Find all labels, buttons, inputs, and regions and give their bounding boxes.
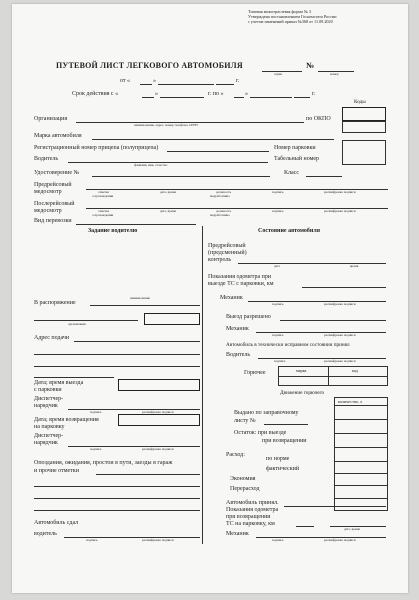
decode-hint: расшифровка подписи <box>324 333 356 337</box>
date-exit-box[interactable] <box>118 379 200 391</box>
okpo-label: по ОКПО <box>306 116 331 122</box>
pickup-address-field-3[interactable] <box>34 366 200 367</box>
delays-label-2: и прочие отметки <box>34 468 79 474</box>
driver-right-label: Водитель <box>226 352 251 358</box>
tabel-number-label: Табельный номер <box>274 156 320 162</box>
mechanic-field[interactable] <box>248 301 386 302</box>
odometer-return-label-2: при возвращении <box>226 514 271 520</box>
license-label: Удостоверение № <box>34 170 80 176</box>
reg-number-label: Регистрационный номер прицепа (полуприцепа) <box>34 145 159 151</box>
decode-hint: расшифровка подписи <box>324 190 356 194</box>
mechanic-bottom-label: Механик <box>226 531 249 537</box>
parking-number-box[interactable] <box>342 140 386 165</box>
issued-label: Выдано по заправочному <box>234 410 299 416</box>
tech-ok-label: Автомобиль в технически исправном состоянии принял <box>226 342 350 348</box>
position-hint-2: медработника <box>210 213 230 217</box>
year-suffix: г. <box>236 78 240 84</box>
validity-until-label: г. по « <box>208 91 224 97</box>
validity-from-day-field[interactable] <box>142 97 154 98</box>
organization-hint: наименование, адрес, номер телефона, ОГРН <box>134 123 198 127</box>
transport-kind-label: Вид перевозки <box>34 218 72 224</box>
reg-number-field[interactable] <box>167 151 269 152</box>
fuel-motion-label: Движение горючего <box>280 390 325 396</box>
odometer-return-label-3: ТС на парковку, км <box>226 521 275 527</box>
form-type-line: Типовая межотраслевая форма № 3 <box>248 9 312 14</box>
disposal-label: В распоряжение <box>34 300 76 306</box>
car-handed-field[interactable] <box>64 537 200 538</box>
datetime-hint: дата, время <box>344 527 360 531</box>
date-hint: дата <box>274 264 280 268</box>
date-return-label-2: на парковку <box>34 424 65 430</box>
delays-field-2[interactable] <box>34 486 200 487</box>
posttrip-medical-label: Послерейсовый <box>34 201 75 207</box>
delays-field-4[interactable] <box>34 510 200 511</box>
qty-row-line <box>334 433 388 434</box>
validity-to-year-field[interactable] <box>294 97 310 98</box>
signature-hint: подпись <box>272 209 284 213</box>
date-year-field[interactable] <box>216 84 234 85</box>
date-exit-topline <box>34 377 114 378</box>
license-field[interactable] <box>92 176 270 177</box>
decode-hint: расшифровка подписи <box>324 538 356 542</box>
decode-hint: расшифровка подписи <box>142 538 174 542</box>
exit-permitted-label: Выезд разрешено <box>226 314 271 320</box>
series-field[interactable] <box>262 71 302 72</box>
delays-field[interactable] <box>96 474 200 475</box>
quote-mark: » <box>153 78 156 84</box>
date-day-field[interactable] <box>140 84 152 85</box>
signature-hint: подпись <box>90 447 102 451</box>
fuel-label: Горючее <box>244 370 266 376</box>
position-hint: должность <box>216 190 232 194</box>
disposal-field-2[interactable] <box>34 320 138 321</box>
pretrip-control-field[interactable] <box>238 263 386 264</box>
column-divider <box>202 226 203 544</box>
waybill-form-sheet <box>12 4 408 593</box>
qty-row-line <box>334 419 388 420</box>
position-hint: должность <box>216 209 232 213</box>
exit-permitted-field[interactable] <box>280 320 386 321</box>
mark-hint: отметка <box>98 209 110 213</box>
date-return-box[interactable] <box>118 414 200 426</box>
mechanic-label-2: Механик <box>226 326 249 332</box>
signature-hint: подпись <box>86 538 98 542</box>
dispatcher-return-label: Диспетчер- <box>34 433 64 439</box>
dispatcher-label: Диспетчер- <box>34 396 64 402</box>
number-sign: № <box>306 61 315 70</box>
car-brand-label: Марка автомобиля <box>34 133 82 139</box>
number-hint: номер <box>330 72 339 76</box>
form-title: ПУТЕВОЙ ЛИСТ ЛЕГКОВОГО АВТОМОБИЛЯ <box>56 61 243 70</box>
fuel-code-header: код <box>352 368 358 373</box>
org-hint: организации <box>68 322 86 326</box>
remain-label-2: при возвращении <box>262 438 307 444</box>
pretrip-medical-label: Предрейсовый <box>34 182 72 188</box>
car-handed-label: Автомобиль сдал <box>34 520 79 526</box>
date-month-field[interactable] <box>158 84 214 85</box>
signature-hint: подпись <box>272 190 284 194</box>
qty-row-line <box>334 447 388 448</box>
decode-hint: расшифровка подписи <box>142 447 174 451</box>
signature-hint: подпись <box>274 359 286 363</box>
name-hint: наименование <box>130 296 150 300</box>
position-hint-2: медработника <box>210 194 230 198</box>
overspend-label: Перерасход <box>230 486 260 492</box>
mark-hint: отметка <box>98 190 110 194</box>
datetime-hint: дата, время <box>160 190 176 194</box>
qty-row-line <box>334 498 388 499</box>
dispatcher-return-label-2: нарядчик <box>34 440 58 446</box>
driver-name-field[interactable] <box>68 162 268 163</box>
signature-hint: подпись <box>272 538 284 542</box>
mechanic-label: Механик <box>220 295 243 301</box>
dispatcher-label-2: нарядчик <box>34 403 58 409</box>
issued-number-field[interactable] <box>264 424 308 425</box>
consumption-norm-label: по норме <box>266 456 290 462</box>
delays-label: Опоздания, ожидания, простои в пути, заезды в гараж <box>34 460 173 466</box>
date-exit-label: Дата; время выезда <box>34 380 84 386</box>
year-suffix: г. <box>312 91 316 97</box>
car-accepted-field[interactable] <box>284 506 386 507</box>
fuel-quantity-column <box>334 397 388 511</box>
decode-hint: расшифровка подписи <box>324 209 356 213</box>
decode-hint: расшифровка подписи <box>324 359 356 363</box>
pretrip-control-label: Предрейсовый <box>208 243 246 249</box>
odometer-return-label: Показания одометра <box>226 507 279 513</box>
mark-hint-2: о прохождении <box>92 194 114 198</box>
quote-mark: » <box>245 91 248 97</box>
posttrip-medical-label-2: медосмотр <box>34 208 62 214</box>
driver-name-hint: фамилия, имя, отчество <box>134 163 168 167</box>
disposal-field[interactable] <box>90 305 200 306</box>
form-approval-line: Утверждена постановлением Госкомстата России <box>248 14 337 19</box>
qty-row-line <box>334 485 388 486</box>
signature-hint: подпись <box>272 333 284 337</box>
pickup-address-field[interactable] <box>74 341 200 342</box>
car-brand-field[interactable] <box>92 139 334 140</box>
odometer-exit-label-2: выезде ТС с парковки, км <box>208 281 274 287</box>
delays-field-3[interactable] <box>34 498 200 499</box>
transport-kind-field[interactable] <box>76 224 196 225</box>
driver-bottom-label: водитель <box>34 531 57 537</box>
pickup-address-field-2[interactable] <box>34 354 200 355</box>
odometer-exit-label: Показания одометра при <box>208 274 272 280</box>
validity-to-month-field[interactable] <box>250 97 292 98</box>
class-field[interactable] <box>306 176 342 177</box>
time-hint: время <box>350 264 359 268</box>
qty-row-line <box>334 473 388 474</box>
class-label: Класс <box>284 170 299 176</box>
remain-label: Остаток: при выезде <box>234 430 287 436</box>
pretrip-control-label-3: контроль <box>208 257 232 263</box>
consumption-actual-label: фактический <box>266 466 300 472</box>
driver-label: Водитель <box>34 156 59 162</box>
date-from-label: от « <box>120 78 131 84</box>
date-exit-label-2: с парковки <box>34 387 62 393</box>
consumption-label: Расход: <box>226 452 245 458</box>
quote-mark: » <box>155 91 158 97</box>
qty-row-line <box>334 405 388 406</box>
datetime-hint: дата, время <box>160 209 176 213</box>
signature-hint: подпись <box>90 410 102 414</box>
odometer-exit-field[interactable] <box>302 287 386 288</box>
codes-box[interactable] <box>342 107 386 121</box>
vehicle-state-heading: Состояние автомобиля <box>258 228 320 234</box>
validity-from-month-field[interactable] <box>160 97 204 98</box>
mark-hint-2: о прохождении <box>92 213 114 217</box>
series-hint: серия <box>274 72 282 76</box>
parking-number-label: Номер парковки <box>274 145 316 151</box>
economy-label: Экономия <box>230 476 256 482</box>
fuel-brand-header: марка <box>296 368 307 373</box>
date-return-label: Дата; время возвращения <box>34 417 99 423</box>
okpo-box[interactable] <box>342 121 386 133</box>
decode-hint: расшифровка подписи <box>142 410 174 414</box>
pickup-address-label: Адрес подачи <box>34 335 70 341</box>
driver-task-heading: Задание водителю <box>88 228 138 234</box>
pretrip-medical-label-2: медосмотр <box>34 189 62 195</box>
qty-row-line <box>334 461 388 462</box>
dispatcher-return-field[interactable] <box>68 446 200 447</box>
validity-label: Срок действия с « <box>72 91 119 97</box>
decode-hint: расшифровка подписи <box>324 302 356 306</box>
pretrip-control-label-2: (предсменный) <box>208 250 247 256</box>
car-accepted-label: Автомобиль принял. <box>226 500 279 506</box>
org-code-box[interactable] <box>144 313 200 325</box>
quantity-header: количество, л <box>338 399 363 404</box>
codes-label: Коды <box>354 99 366 105</box>
signature-hint: подпись <box>272 302 284 306</box>
form-amendment-line: с учетом изменений приказ №368 от 11.09.2020 <box>248 19 333 24</box>
issued-label-2: листу № <box>234 418 256 424</box>
fuel-table-row-line <box>278 376 388 377</box>
dispatcher-field[interactable] <box>68 409 200 410</box>
odometer-return-field[interactable] <box>296 526 314 527</box>
organization-label: Организация <box>34 116 68 122</box>
validity-to-day-field[interactable] <box>234 97 244 98</box>
